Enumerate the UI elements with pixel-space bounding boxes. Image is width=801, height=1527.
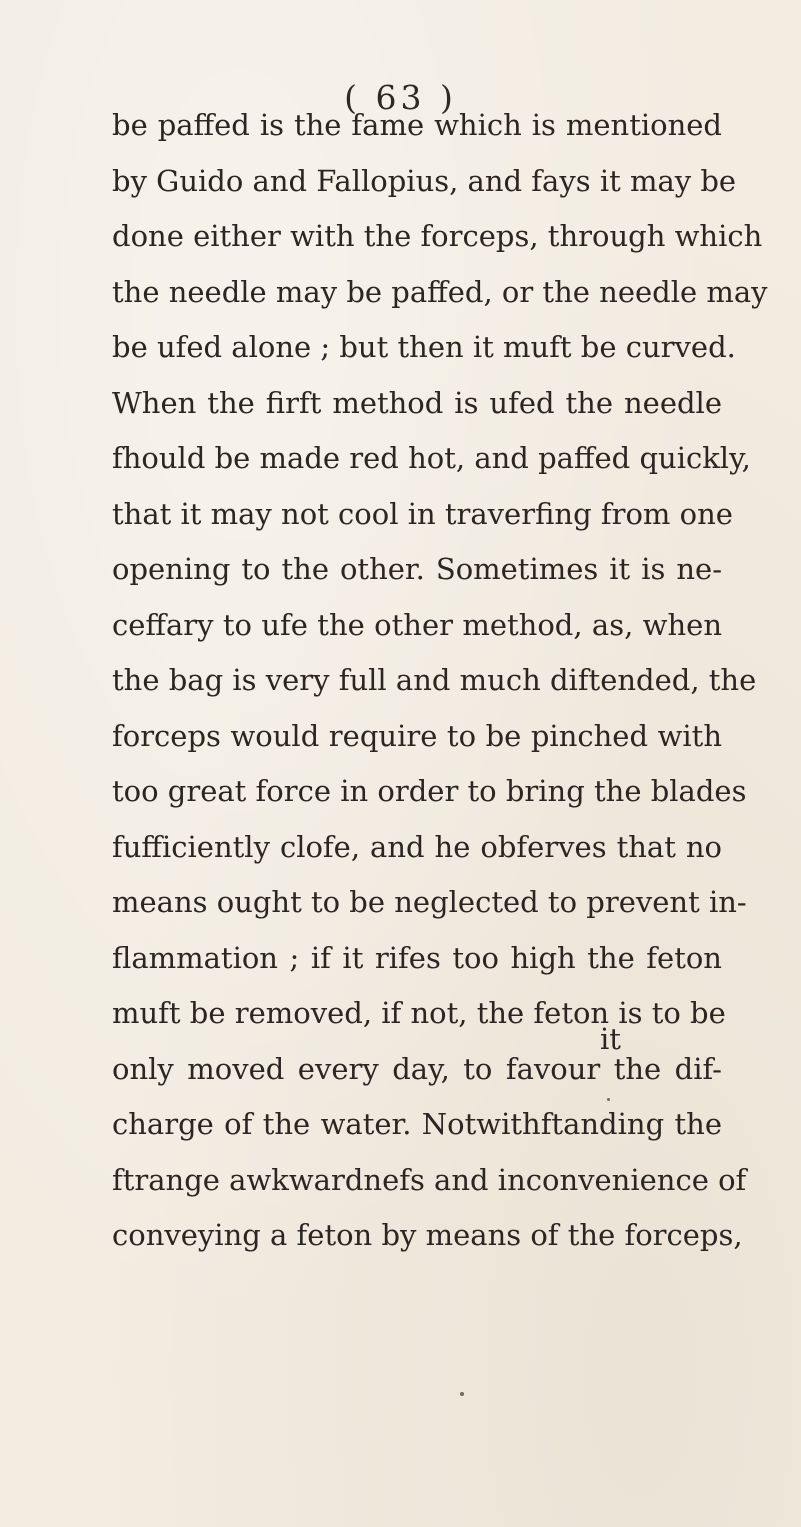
text-line: be ufed alone ; but then it muft be curved.	[112, 330, 736, 364]
text-line: When the firft method is ufed the needle	[112, 385, 722, 420]
text-line: fhould be made red hot, and paffed quickly,	[112, 441, 751, 475]
text-line: the bag is very full and much diftended, the	[112, 663, 757, 697]
text-line: charge of the water. Notwithftanding the	[112, 1107, 722, 1141]
text-line: ftrange awkwardnefs and inconvenience of	[112, 1162, 747, 1197]
page-number: ( 63 )	[344, 78, 457, 117]
catchword: it	[600, 1022, 621, 1056]
text-line: fufficiently clofe, and he obferves that no	[112, 829, 722, 864]
text-line: forceps would require to be pinched with	[112, 718, 722, 753]
text-line: opening to the other. Sometimes it is ne-	[112, 552, 722, 586]
text-line: muft be removed, if not, the feton is to be	[112, 996, 726, 1030]
text-line: means ought to be neglected to prevent in-	[112, 885, 747, 919]
text-line: the needle may be paffed, or the needle may	[112, 274, 768, 309]
text-line: too great force in order to bring the blades	[112, 774, 747, 808]
text-line: conveying a feton by means of the forceps,	[112, 1218, 743, 1252]
text-line: ceffary to ufe the other method, as, when	[112, 607, 722, 642]
text-line: only moved every day, to favour the dif-	[112, 1051, 722, 1086]
text-line: be paffed is the fame which is mentioned	[112, 108, 722, 142]
text-line: by Guido and Fallopius, and fays it may be	[112, 163, 737, 198]
paper-speck	[460, 1392, 464, 1396]
body-text	[112, 98, 768, 1264]
text-line: flammation ; if it rifes too high the feton	[112, 940, 722, 975]
paper-speck	[607, 1098, 610, 1101]
text-line: that it may not cool in traverfing from one	[112, 496, 733, 531]
text-line: done either with the forceps, through which	[112, 219, 763, 253]
